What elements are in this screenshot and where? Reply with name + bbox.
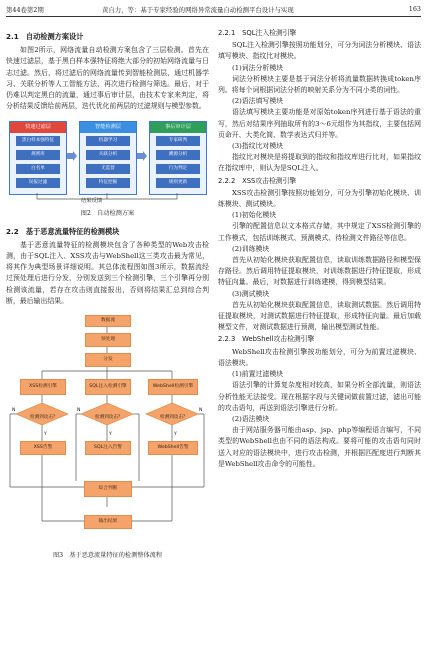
paragraph: WebShell攻击检测引擎按功能划分，可分为前置过滤模块、语法模块。 <box>218 347 421 367</box>
figure-3 <box>6 311 209 547</box>
subheading: (1)初始化模块 <box>232 211 277 220</box>
header-rule <box>6 16 421 17</box>
summary-judgement: 综合判断 <box>84 481 132 497</box>
layer-item: 溯源分析 <box>156 150 200 160</box>
flow-output: 输出结果 <box>84 515 132 529</box>
section-2-2-2-heading: 2.2.2 XSS攻击检测引擎 <box>218 176 297 185</box>
flow-start: 数据流 <box>85 315 131 327</box>
webshell-alert: WebShell告警 <box>148 441 198 455</box>
yes-label: Y <box>174 432 177 438</box>
paragraph: 词法分析模块主要是基于词法分析将流量数据转换成token序列。将每个词根据词法分析的映射关系分为不同小类的词性。 <box>218 74 421 95</box>
paragraph: SQL注入检测引擎按照功能划分，可分为词法分析模块、语法填写模块、指纹比对模块。 <box>218 41 421 61</box>
paragraph: 由于网站服务器可能由asp、jsp、php等编程语言编写，不同类型的WebShell也由不同的语法构成。要将可能的攻击语句同时送入对应的语法模块中，进行攻击检测，并根据匹配度进行判断其是WebShell攻击命令的可能性。 <box>218 426 421 468</box>
sql-engine: SQL注入检测引擎 <box>85 379 131 395</box>
arrow-right-icon <box>67 151 77 161</box>
section-2-1-heading: 2.1 自动检测方案设计 <box>6 32 84 41</box>
no-label: N <box>199 408 203 414</box>
subheading: (3)测试模块 <box>232 289 270 298</box>
yes-label: Y <box>44 432 47 438</box>
figure-3-caption: 图3 基于恶意流量特征的检测整体流程 <box>52 552 163 560</box>
xss-engine: XSS检测引擎 <box>20 379 66 395</box>
running-title: 黄自力，等：基于专家经验的网络异常流量自动检测平台设计与实现 <box>102 6 294 14</box>
right-column <box>218 27 421 470</box>
subheading: (2)训练模块 <box>232 244 270 253</box>
decision-label: 检测到攻击？ <box>30 415 58 421</box>
no-label: N <box>77 408 81 414</box>
layer-item: 黑白样本强特征 <box>16 136 60 146</box>
figure-2-caption: 图2 自动检测方案 <box>80 210 135 218</box>
layer-item: 白名单 <box>16 164 60 174</box>
no-label: N <box>12 408 16 414</box>
flow-preprocess: 预处理 <box>85 333 131 347</box>
paragraph: XSS攻击检测引擎按照功能划分，可分为引擎初始化模块、训练模块、测试模块。 <box>218 188 421 209</box>
subheading: (3)指纹比对模块 <box>232 142 284 151</box>
journal-issue: 第44卷第2期 <box>6 6 44 14</box>
yes-label: Y <box>109 432 112 438</box>
section-2-2-3-heading: 2.2.3 WebShell攻击检测引擎 <box>218 335 315 344</box>
paragraph: 语法引擎的计算复杂度相对较高，如果分析全部流量，则语法分析性能无法接受。现在根据字段与关键词做前置过滤，滤出可能的攻击语句，再送到语法引擎进行分析。 <box>218 381 421 412</box>
figure-2 <box>6 117 209 205</box>
paragraph: 语法填写模块主要功能是对原始token序列进行基于语法的重写，然后对结果序列抽取所有的3～6元组作为其指纹，主要包括网页命开、大类化简、数学表达式归并等。 <box>218 108 421 139</box>
arrow-right-icon <box>137 151 147 161</box>
paragraph: 引擎的配置信息以文本格式存储，其中规定了XSS检测引擎的工作模式，包括训练模式、预测模式、待检测文件路径等信息。 <box>218 222 421 242</box>
decision-label: 检测到攻击？ <box>160 415 188 421</box>
layer-item: 无监督 <box>86 164 130 174</box>
paragraph: 首先从初始化模块获取配置信息，读取训练数据路径和模型保存路径。然后调用特征提取模块，对训练数据进行特征提取，形成特征向量。最后，对数据进行训练建模，得到模型结果。 <box>218 256 421 287</box>
paragraph: 指纹比对模块是将提取到的指纹和指纹库进行比对，如果指纹在指纹库中，则认为是SQL注入。 <box>218 153 421 173</box>
layer-item: 机器学习 <box>86 136 130 146</box>
xss-alert: XSS告警 <box>20 441 66 455</box>
section-2-2-heading: 2.2 基于恶意流量特征的检测模块 <box>6 226 120 236</box>
fast-filter-layer <box>9 121 67 195</box>
feedback-line <box>6 193 209 203</box>
layer-title: 快速过滤层 <box>10 122 66 133</box>
layer-item: 规则库 <box>16 150 60 160</box>
subheading: (2)语法填写模块 <box>232 97 284 106</box>
flow-dispatch: 分发 <box>85 353 131 367</box>
left-column <box>6 27 209 567</box>
layer-item: 关联分析 <box>86 150 130 160</box>
section-2-2-1-heading: 2.2.1 SQL注入检测引擎 <box>218 29 297 37</box>
section-2-2-paragraph: 基于恶意流量特征的检测模块包含了各种类型的Web攻击检测，由于SQL注入、XSS攻击与WebShell这三类攻击最为常见，将其作为典型场景详细说明。其总体流程图如图3所示，数据流经过预处理后进行分发，分别发送到三个检测引擎，三个引擎再分别检测该流量，若存在攻击则直接报出，否则将结果汇总到综合判断，最后输出结果。 <box>6 240 209 305</box>
webshell-engine: WebShell检测引擎 <box>148 379 198 395</box>
intelligent-detection-layer <box>79 121 137 195</box>
subheading: (1)前置过滤模块 <box>232 370 284 379</box>
layer-item: 特征挖掘 <box>86 178 130 188</box>
subheading: (1)词法分析模块 <box>232 63 284 72</box>
section-2-1-paragraph: 如图2所示，网络流量自动检测方案包含了三层检测。首先在快速过滤层，基于黑白样本强特征将绝大部分的初始网络流量与日志过滤。然后，将过滤后的网络流量传到智能检测层，通过机器学习、关联分析等人工智能方法，再次进行检测与筛选。最后，对于仍难以判定黑白的流量，通过事后审计层，由技术专家来判定，将分析结果反馈给前两层，迭代优化前两层的过滤规则与模型参数。 <box>6 46 209 111</box>
decision-label: 检测到攻击？ <box>95 415 123 421</box>
sql-alert: SQL注入告警 <box>85 441 131 455</box>
layer-title: 智能检测层 <box>80 122 136 133</box>
layer-item: 误报过滤 <box>16 178 60 188</box>
layer-item: 规则更新 <box>156 178 200 188</box>
post-audit-layer <box>149 121 207 195</box>
layer-title: 事后审计层 <box>150 122 206 133</box>
page-number: 163 <box>408 5 421 13</box>
page-header <box>6 3 421 17</box>
paragraph: 首先从初始化模块获取配置信息，读取测试数据。然后调用特征提取模块，对测试数据进行特征提取，形成特征向量。最后加载模型文件，对测试数据进行预测，输出模型测试性能。 <box>218 300 421 332</box>
layer-item: 行为判定 <box>156 164 200 174</box>
feedback-label: 结果反馈 <box>81 198 103 205</box>
subheading: (2)语法模块 <box>232 414 270 423</box>
layer-item: 专家研判 <box>156 136 200 146</box>
